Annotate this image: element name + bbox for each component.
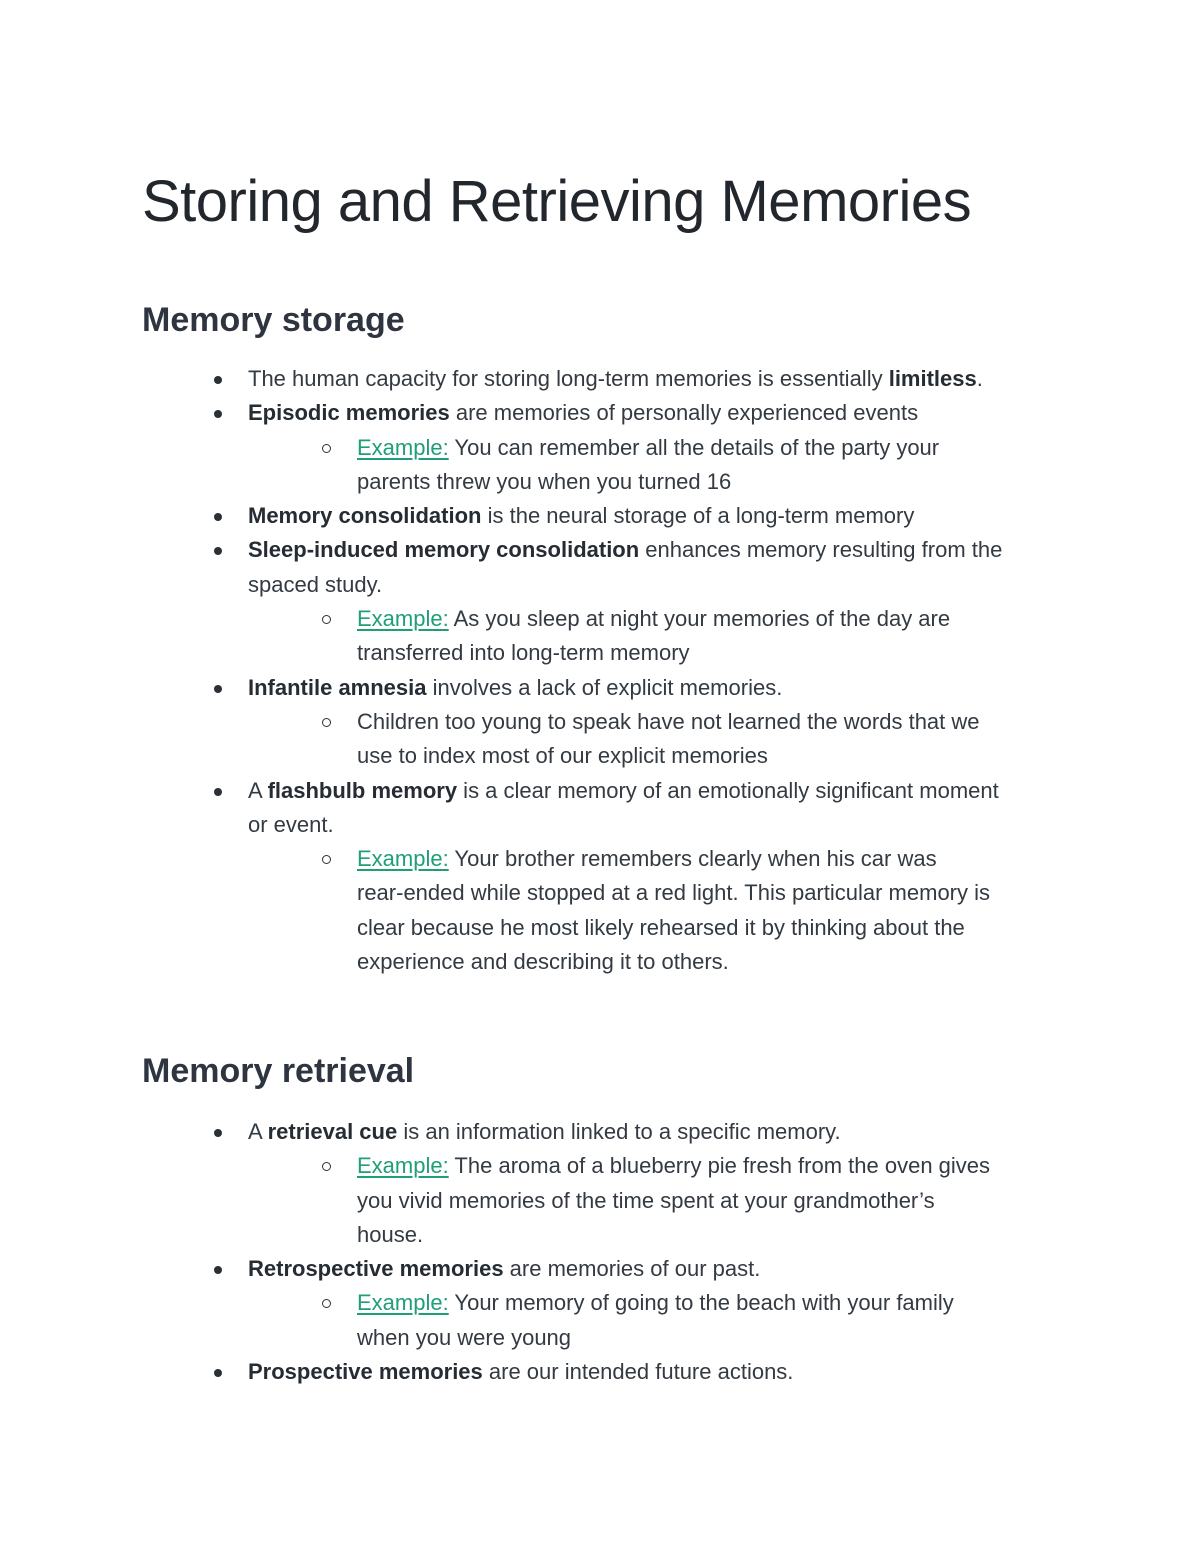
- key-term: Sleep-induced memory consolidation: [248, 537, 640, 563]
- item-text-line: [357, 945, 1200, 979]
- text-run: use to index most of our explicit memories: [357, 743, 768, 769]
- text-run: Your brother remembers clearly when his car was: [448, 846, 937, 872]
- text-run: .: [976, 366, 983, 391]
- text-run: enhances memory resulting from the: [639, 537, 1003, 563]
- example-link[interactable]: Example:: [357, 434, 449, 460]
- list-item: [0, 396, 1200, 430]
- list-item: [0, 1355, 1200, 1389]
- list-item: [0, 499, 1200, 533]
- item-text-line: [248, 568, 1200, 602]
- item-text-line: [357, 1286, 1200, 1320]
- text-run: involves a lack of explicit memories.: [426, 674, 783, 700]
- list-item: [0, 1252, 1200, 1286]
- section-heading-memory-retrieval: Memory retrieval: [142, 1052, 415, 1090]
- memory-retrieval-list: [0, 1115, 1200, 1389]
- item-text-line: [357, 1149, 1200, 1183]
- key-term: Prospective memories: [248, 1359, 483, 1385]
- text-run: The human capacity for storing long-term memories is essentially: [248, 366, 889, 391]
- text-run: Your memory of going to the beach with your family: [448, 1290, 954, 1316]
- text-run: A: [248, 1119, 268, 1144]
- text-run: when you were young: [357, 1324, 572, 1350]
- item-text-line: [248, 533, 1200, 567]
- text-run: rear-ended while stopped at a red light. This particular memory is: [357, 880, 991, 906]
- item-text-line: [248, 671, 1200, 705]
- list-item: [0, 774, 1200, 843]
- sub-list-item: [0, 602, 1200, 671]
- text-run: is an information linked to a specific memory.: [397, 1119, 841, 1144]
- text-run: The aroma of a blueberry pie fresh from the oven gives: [448, 1153, 991, 1179]
- item-text-line: [357, 431, 1200, 465]
- sub-list-item: [0, 1149, 1200, 1252]
- item-text-line: [357, 842, 1200, 876]
- example-link[interactable]: Example:: [357, 606, 449, 632]
- item-text-line: [248, 362, 1200, 396]
- text-run: Children too young to speak have not learned the words that we: [357, 708, 980, 734]
- item-text-line: [357, 876, 1200, 910]
- item-text-line: [248, 1252, 1200, 1286]
- text-run: is the neural storage of a long-term memory: [481, 503, 915, 529]
- text-run: spaced study.: [248, 571, 383, 597]
- text-run: You can remember all the details of the party your: [448, 434, 940, 460]
- item-text-line: [248, 808, 1200, 842]
- item-text-line: [248, 1355, 1200, 1389]
- text-run: A: [248, 777, 268, 803]
- list-item: [0, 671, 1200, 705]
- item-text-line: [357, 705, 1200, 739]
- item-text-line: [248, 774, 1200, 808]
- item-text-line: [357, 636, 1200, 670]
- key-term: Memory consolidation: [248, 503, 482, 529]
- text-run: you vivid memories of the time spent at your grandmother’s: [357, 1187, 935, 1213]
- text-run: experience and describing it to others.: [357, 949, 729, 975]
- list-item: [0, 362, 1200, 396]
- memory-storage-list: [0, 362, 1200, 979]
- text-run: transferred into long-term memory: [357, 640, 690, 666]
- item-text-line: [357, 1184, 1200, 1218]
- example-link[interactable]: Example:: [357, 1290, 449, 1316]
- list-item: [0, 533, 1200, 602]
- key-term: Retrospective memories: [248, 1256, 504, 1282]
- item-text-line: [357, 602, 1200, 636]
- item-text-line: [357, 911, 1200, 945]
- document-title: Storing and Retrieving Memories: [142, 169, 972, 234]
- text-run: house.: [357, 1221, 424, 1247]
- item-text-line: [248, 499, 1200, 533]
- key-term: limitless: [888, 366, 977, 391]
- item-text-line: [357, 739, 1200, 773]
- item-text-line: [357, 1218, 1200, 1252]
- text-run: clear because he most likely rehearsed it by thinking about the: [357, 914, 965, 940]
- text-run: are memories of personally experienced events: [449, 400, 919, 426]
- key-term: retrieval cue: [267, 1119, 398, 1144]
- list-item: [0, 1115, 1200, 1149]
- text-run: As you sleep at night your memories of the day are: [448, 606, 951, 632]
- example-link[interactable]: Example:: [357, 1153, 449, 1179]
- item-text-line: [357, 465, 1200, 499]
- example-link[interactable]: Example:: [357, 846, 449, 872]
- text-run: is a clear memory of an emotionally significant moment: [457, 777, 999, 803]
- sub-list-item: [0, 1286, 1200, 1355]
- key-term: flashbulb memory: [267, 777, 458, 803]
- text-run: parents threw you when you turned 16: [357, 468, 732, 494]
- item-text-line: [248, 396, 1200, 430]
- sub-list-item: [0, 431, 1200, 500]
- text-run: are memories of our past.: [503, 1256, 761, 1282]
- sub-list-item: [0, 705, 1200, 774]
- sub-list-item: [0, 842, 1200, 979]
- item-text-line: [357, 1321, 1200, 1355]
- section-heading-memory-storage: Memory storage: [142, 301, 405, 339]
- text-run: are our intended future actions.: [482, 1359, 794, 1385]
- key-term: Episodic memories: [248, 400, 450, 426]
- text-run: or event.: [248, 811, 334, 837]
- key-term: Infantile amnesia: [248, 674, 427, 700]
- item-text-line: [248, 1115, 1200, 1149]
